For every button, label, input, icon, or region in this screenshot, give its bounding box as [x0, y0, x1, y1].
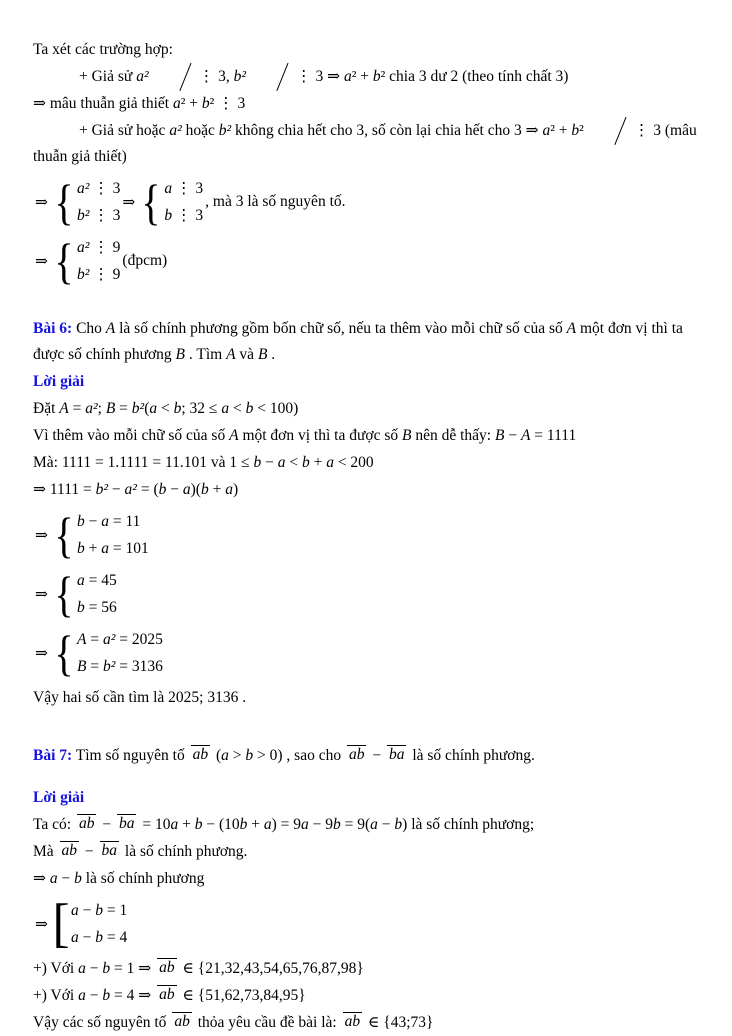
math-text: b [102, 960, 111, 977]
text-run: Vậy các số nguyên tố [33, 1014, 171, 1031]
text-run: Vì thêm vào mỗi chữ số của số [33, 427, 230, 444]
text-run: − [57, 870, 75, 887]
equation-text [35, 644, 48, 663]
text-line [33, 839, 706, 865]
equation-rows [77, 175, 120, 229]
text-line [33, 983, 706, 1009]
curly-brace: { [141, 173, 162, 230]
text-run: − [368, 747, 385, 764]
text-run: < [229, 400, 246, 417]
math-text: b [239, 816, 248, 833]
text-line [33, 369, 706, 395]
overline-math: ab [78, 815, 95, 832]
overline-math: ab [192, 746, 209, 763]
math-text: A [59, 400, 69, 417]
text-line [33, 785, 706, 811]
text-line [33, 866, 706, 892]
math-text: a² [102, 631, 116, 648]
overline-math: ab [159, 959, 175, 976]
math-text: b [77, 540, 85, 557]
text-run: nên dễ thấy: [411, 427, 495, 444]
not-divisible-symbol: ⋮ [588, 118, 650, 144]
text-run: không chia hết cho 3, số còn lại chia hết cho 3 ⇒ [231, 122, 543, 139]
math-text: a [221, 400, 230, 417]
math-text: b [102, 987, 111, 1004]
text-run: ⋮ 9 [89, 239, 121, 256]
text-run: + [208, 481, 226, 498]
not-divisible-symbol: ⋮ [250, 64, 312, 90]
text-run: Mà [33, 843, 58, 860]
math-text: b [95, 902, 103, 919]
equation-row [71, 897, 127, 924]
text-run: + [178, 816, 195, 833]
text-run: +) Với [33, 987, 79, 1004]
equation-text [35, 193, 48, 212]
equation-text [35, 526, 48, 545]
math-text: b [245, 747, 254, 764]
not-divisible-symbol: ⋮ [153, 64, 215, 90]
equation-row [77, 234, 120, 261]
overline-math: ba [101, 842, 118, 859]
text-run: = 2025 [115, 631, 163, 648]
math-text: b [201, 95, 210, 112]
text-run: = 56 [84, 599, 117, 616]
text-run: , mà 3 là số nguyên tố. [205, 193, 346, 210]
text-run: (đpcm) [122, 252, 168, 269]
equation-system [33, 567, 706, 621]
math-text: a² [77, 180, 90, 197]
text-run: ⋮ 3 [172, 180, 204, 197]
text-run: − (10 [202, 816, 240, 833]
text-line [33, 37, 706, 63]
square-bracket: [ [52, 893, 70, 954]
overline-math: ab [159, 986, 175, 1003]
math-text: a² [136, 68, 149, 85]
math-text: b [194, 816, 203, 833]
section-label: Lời giải [33, 789, 85, 806]
text-run: ² + [550, 122, 572, 139]
text-run: Tìm số nguyên tố [72, 747, 189, 764]
math-text: B [494, 427, 505, 444]
math-text: b [200, 481, 209, 498]
equation-row [77, 202, 120, 229]
text-run: ² [579, 122, 584, 139]
text-line [33, 118, 706, 170]
math-text: b [571, 122, 580, 139]
text-line [33, 64, 706, 90]
text-run: ⋮ 3 [89, 207, 121, 224]
math-text: a [301, 816, 309, 833]
text-run: Ta có: [33, 816, 75, 833]
math-text: a [49, 870, 58, 887]
math-text: b [173, 400, 182, 417]
overline-math: ba [388, 746, 405, 763]
text-run: = 45 [84, 572, 117, 589]
text-run: > 0) , sao cho [253, 747, 345, 764]
text-line [33, 743, 706, 769]
math-text: a [182, 481, 191, 498]
text-run: Cho [72, 320, 106, 337]
text-run: − [98, 816, 115, 833]
text-run: < [285, 454, 302, 471]
text-run: − [78, 902, 96, 919]
math-text: a [370, 816, 378, 833]
text-run: ² + [351, 68, 373, 85]
text-run: = 3136 [115, 658, 163, 675]
text-run: 3 (mâu thuẫn giả thiết) [33, 122, 697, 165]
math-text: a [78, 960, 86, 977]
text-line [33, 396, 706, 422]
math-text: a [101, 540, 109, 557]
section-label: Bài 6: [33, 320, 73, 337]
curly-brace: { [54, 506, 74, 563]
text-line [33, 812, 706, 838]
equation-text [35, 915, 48, 934]
text-run: ⇒ [33, 870, 50, 887]
text-run: . [267, 346, 276, 363]
text-run: là số chính phương. [408, 747, 535, 764]
equation-row [77, 175, 120, 202]
math-text: a [77, 572, 85, 589]
math-text: a [542, 122, 551, 139]
text-run: ; [97, 400, 106, 417]
math-text: a [70, 929, 79, 946]
math-text: a [164, 180, 173, 197]
overline-math: ab [174, 1013, 190, 1030]
math-text: a [221, 747, 229, 764]
text-run: ( [144, 400, 150, 417]
text-run: +) Với [33, 960, 79, 977]
text-run: + [309, 454, 327, 471]
equation-rows [164, 175, 203, 229]
spacer [33, 712, 706, 742]
text-run: − [84, 513, 102, 530]
text-run: − [166, 481, 183, 498]
text-run: là số chính phương. [121, 843, 248, 860]
text-run: ² ⋮ 3 [209, 95, 246, 112]
text-run: = 11 [109, 513, 141, 530]
spacer [33, 770, 706, 784]
math-text: A [520, 427, 531, 444]
math-text: b [74, 870, 82, 887]
text-run: ∈ {21,32,43,54,65,76,87,98} [178, 960, 364, 977]
text-run: ⇒ mâu thuẫn giả thiết [33, 95, 173, 112]
text-run: − [261, 454, 278, 471]
text-run: một đơn vị thì ta được số chính phương [33, 320, 683, 363]
equation-row [77, 653, 163, 680]
math-text: a [170, 816, 179, 833]
text-run: Đặt [33, 400, 60, 417]
math-text: a [326, 454, 334, 471]
math-text: b² [77, 266, 90, 283]
math-text: a² [85, 400, 98, 417]
equation-system [33, 508, 706, 562]
math-text: b [77, 599, 85, 616]
text-run: Mà: 1111 = 1.1111 = 11.101 và 1 ≤ [33, 454, 254, 471]
math-text: A [566, 320, 577, 337]
text-run: = 1 ⇒ [110, 960, 156, 977]
math-text: a [78, 987, 86, 1004]
equation-row [71, 924, 127, 951]
text-line [33, 450, 706, 476]
equation-row [164, 175, 203, 202]
text-run: ∈ {43;73} [364, 1014, 434, 1031]
text-run: ∈ {51,62,73,84,95} [178, 987, 306, 1004]
text-run: = 1111 [530, 427, 577, 444]
text-run: > [228, 747, 246, 764]
text-line [33, 316, 706, 368]
text-run: = [86, 658, 103, 675]
text-run: Vậy hai số cần tìm là 2025; 3136 . [33, 689, 247, 706]
equation-row [77, 594, 117, 621]
text-run: ⋮ 3 [89, 180, 121, 197]
math-text: b² [102, 658, 116, 675]
math-text: A [226, 346, 236, 363]
text-run: < 100) [253, 400, 299, 417]
text-run: là số chính phương gồm bốn chữ số, nếu ta thêm vào mỗi chữ số của số [115, 320, 567, 337]
math-text: B [257, 346, 268, 363]
text-run: ) = 9 [271, 816, 302, 833]
text-run: − [78, 929, 96, 946]
text-run: ² chia 3 dư 2 (theo tính chất 3) [380, 68, 569, 85]
math-text: A [77, 631, 87, 648]
overline-math: ab [61, 842, 78, 859]
text-line [33, 91, 706, 117]
text-line [33, 477, 706, 503]
equation-text [122, 193, 135, 212]
text-run: ⇒ [35, 644, 48, 662]
text-run: ⇒ [35, 193, 48, 211]
math-text: b [253, 454, 262, 471]
text-run: ⋮ 9 [89, 266, 121, 283]
text-run: = [115, 400, 132, 417]
text-run: Ta xét các trường hợp: [33, 41, 173, 58]
text-run: 3, [218, 68, 234, 85]
math-text: b [245, 400, 254, 417]
document-body [33, 37, 706, 1036]
math-text: a [70, 902, 79, 919]
text-run: ⇒ [35, 252, 48, 270]
text-run: = ( [136, 481, 159, 498]
text-run: − [108, 481, 125, 498]
overline-math: ab [344, 1013, 361, 1030]
text-run: ( [212, 747, 222, 764]
math-text: b [164, 207, 173, 224]
math-text: a² [77, 239, 90, 256]
math-text: b [301, 454, 310, 471]
text-run: = 1 [102, 902, 128, 919]
text-run: < [157, 400, 174, 417]
section-label: Bài 7: [33, 747, 73, 764]
math-text: a [101, 513, 109, 530]
text-run: ⋮ 3 [172, 207, 204, 224]
text-run: = 4 ⇒ [110, 987, 156, 1004]
text-run: ) là số chính phương; [402, 816, 535, 833]
text-run: ⇒ [35, 915, 48, 933]
math-text: B [77, 658, 87, 675]
text-run: = 101 [109, 540, 149, 557]
section-label: Lời giải [33, 373, 85, 390]
equation-row [77, 508, 149, 535]
equation-text [205, 193, 345, 211]
math-text: b [333, 816, 341, 833]
math-text: b [77, 513, 85, 530]
math-text: b² [218, 122, 232, 139]
math-text: B [175, 346, 186, 363]
math-text: A [105, 320, 116, 337]
math-text: B [402, 427, 412, 444]
math-text: b [95, 929, 103, 946]
text-line [33, 423, 706, 449]
text-run: ) [232, 481, 239, 498]
text-run: ; 32 ≤ [181, 400, 222, 417]
equation-system [33, 626, 706, 680]
math-text: b [158, 481, 167, 498]
equation-rows [77, 508, 149, 562]
text-run: thỏa yêu cầu đề bài là: [193, 1014, 341, 1031]
equation-rows [77, 234, 120, 288]
text-run: + [247, 816, 264, 833]
text-run: ⇒ [35, 585, 48, 603]
text-run: + Giả sử [79, 68, 137, 85]
text-run: − [504, 427, 521, 444]
text-run: ⇒ 1111 = [33, 481, 96, 498]
curly-brace: { [54, 173, 74, 230]
text-line [33, 1010, 706, 1036]
text-run: − [377, 816, 395, 833]
curly-brace: { [54, 624, 74, 681]
equation-row [77, 567, 117, 594]
text-run: + Giả sử hoặc [79, 122, 170, 139]
overline-math: ba [118, 815, 135, 832]
text-line [33, 956, 706, 982]
curly-brace: { [54, 565, 74, 622]
text-run: hoặc [181, 122, 219, 139]
equation-rows [77, 626, 163, 680]
text-line [33, 685, 706, 711]
text-run: ⇒ [35, 526, 48, 544]
math-text: b² [77, 207, 90, 224]
equation-row [77, 261, 120, 288]
text-run: là số chính phương [81, 870, 205, 887]
math-text: a [172, 95, 181, 112]
math-text: a [149, 400, 158, 417]
text-run: − [81, 843, 98, 860]
math-text: a² [124, 481, 137, 498]
text-run: − [85, 960, 103, 977]
text-run: = 10 [138, 816, 171, 833]
text-run: − 9 [308, 816, 334, 833]
math-text: a [277, 454, 286, 471]
text-run: = [86, 631, 103, 648]
math-text: b² [233, 68, 246, 85]
math-text: a [344, 68, 352, 85]
text-run: = [68, 400, 86, 417]
equation-system [33, 175, 706, 229]
curly-brace: { [54, 232, 74, 289]
text-run: )( [190, 481, 201, 498]
text-run: 3 ⇒ [315, 68, 344, 85]
equation-rows [71, 897, 127, 951]
math-text: b [372, 68, 381, 85]
text-run: = 4 [102, 929, 128, 946]
equation-system [33, 893, 706, 954]
text-run: ² + [180, 95, 202, 112]
text-run: ⇒ [122, 193, 136, 211]
equation-text [35, 252, 48, 271]
math-text: a [225, 481, 233, 498]
equation-text [122, 252, 167, 270]
equation-row [164, 202, 203, 229]
math-text: a² [169, 122, 182, 139]
equation-row [77, 535, 149, 562]
math-text: a [263, 816, 272, 833]
equation-text [35, 585, 48, 604]
math-text: b² [131, 400, 145, 417]
text-run: + [84, 540, 102, 557]
math-text: A [229, 427, 239, 444]
text-run: và [235, 346, 258, 363]
equation-row [77, 626, 163, 653]
text-run: một đơn vị thì ta được số [238, 427, 402, 444]
math-text: b² [95, 481, 109, 498]
text-run: . Tìm [185, 346, 227, 363]
equation-system [33, 234, 706, 288]
text-run: − [85, 987, 103, 1004]
overline-math: ab [348, 746, 365, 763]
math-text: b [394, 816, 403, 833]
text-run: < 200 [333, 454, 374, 471]
text-run: = 9( [340, 816, 371, 833]
math-text: B [105, 400, 116, 417]
equation-rows [77, 567, 117, 621]
spacer [33, 293, 706, 315]
